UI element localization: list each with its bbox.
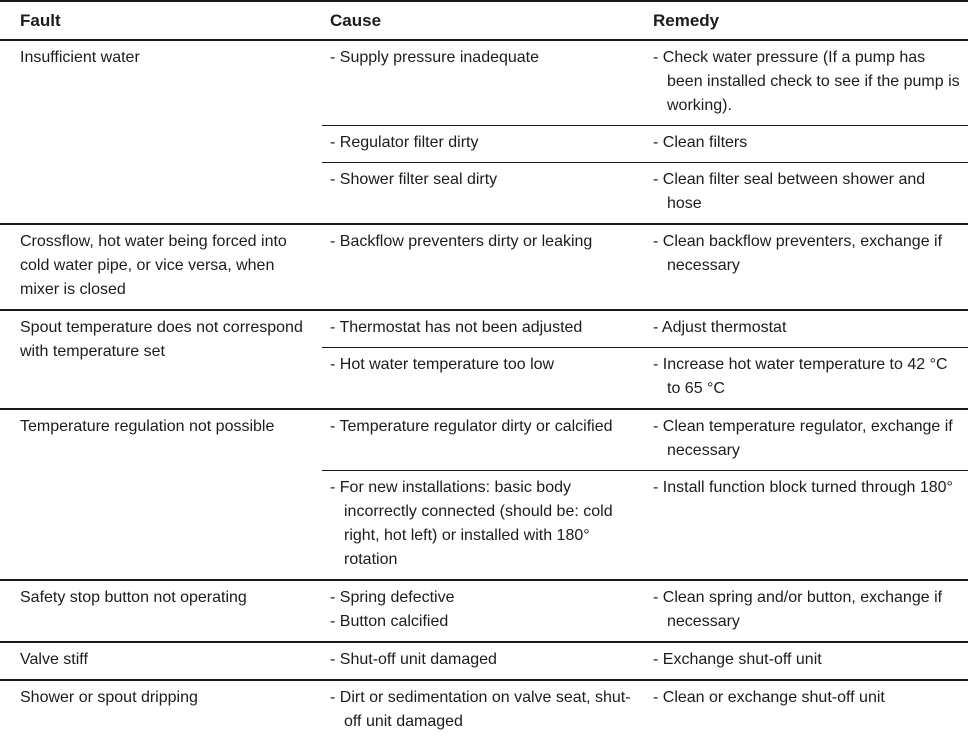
- fault-group-safety-stop-button: [0, 579, 968, 641]
- remedy-cell: [645, 410, 968, 470]
- fault-cell: Shower or spout dripping: [20, 689, 198, 706]
- cause-cell: [322, 225, 645, 309]
- remedy-text: - Clean or exchange shut-off unit: [653, 689, 885, 706]
- cause-cell: [322, 311, 645, 347]
- remedy-text: - Exchange shut-off unit: [653, 651, 822, 668]
- fault-cell: Temperature regulation not possible: [20, 418, 275, 435]
- cause-cell: [322, 41, 645, 125]
- fault-group-spout-temperature: [0, 309, 968, 408]
- fault-group-valve-stiff: [0, 641, 968, 679]
- remedy-cell: [645, 163, 968, 223]
- fault-cell: Spout temperature does not correspond with temperature set: [20, 319, 303, 360]
- fault-group-crossflow: [0, 223, 968, 309]
- remedy-text: - Increase hot water temperature to 42 °C to 65 °C: [653, 356, 948, 397]
- table-row: [322, 581, 968, 641]
- subrows: [322, 581, 968, 641]
- remedy-text: - Check water pressure (If a pump has been installed check to see if the pump is working).: [653, 49, 960, 114]
- cause-cell: [322, 681, 645, 741]
- table-row: [322, 410, 968, 470]
- remedy-cell: [645, 643, 968, 679]
- remedy-text: - Clean spring and/or button, exchange if necessary: [653, 589, 943, 630]
- cause-cell: [322, 643, 645, 679]
- subrows: [322, 681, 968, 741]
- remedy-cell: [645, 311, 968, 347]
- table-row: [322, 311, 968, 347]
- cause-cell: [322, 126, 645, 162]
- subrows: [322, 643, 968, 679]
- subrows: [322, 311, 968, 408]
- cause-text: - Backflow preventers dirty or leaking: [330, 233, 593, 250]
- table-row: [322, 162, 968, 223]
- header-remedy: Remedy: [653, 11, 720, 30]
- header-cause: Cause: [330, 11, 382, 30]
- cause-text: - Spring defective: [330, 589, 455, 606]
- remedy-text: - Clean temperature regulator, exchange if necessary: [653, 418, 953, 459]
- remedy-cell: [645, 471, 968, 579]
- table-row: [322, 41, 968, 125]
- cause-text: - For new installations: basic body incorrectly connected (should be: cold right, hot left) or installed with 180° rotation: [330, 479, 613, 568]
- remedy-cell: [645, 348, 968, 408]
- cause-text: - Temperature regulator dirty or calcified: [330, 418, 613, 435]
- remedy-text: - Clean filter seal between shower and hose: [653, 171, 926, 212]
- fault-group-shower-dripping: [0, 679, 968, 741]
- remedy-cell: [645, 581, 968, 641]
- fault-cell: Insufficient water: [20, 49, 140, 66]
- table-row: [322, 643, 968, 679]
- subrows: [322, 225, 968, 309]
- table-row: [322, 470, 968, 579]
- cause-cell: [322, 348, 645, 408]
- cause-text: - Dirt or sedimentation on valve seat, shut-off unit damaged: [330, 689, 631, 730]
- remedy-cell: [645, 225, 968, 309]
- cause-text: - Hot water temperature too low: [330, 356, 555, 373]
- remedy-cell: [645, 41, 968, 125]
- cause-cell: [322, 410, 645, 470]
- remedy-text: - Clean backflow preventers, exchange if necessary: [653, 233, 943, 274]
- remedy-text: - Clean filters: [653, 134, 748, 151]
- table-row: [322, 125, 968, 162]
- cause-text: - Supply pressure inadequate: [330, 49, 540, 66]
- cause-text: - Thermostat has not been adjusted: [330, 319, 583, 336]
- fault-group-temperature-regulation: [0, 408, 968, 579]
- remedy-cell: [645, 126, 968, 162]
- fault-cell: Crossflow, hot water being forced into cold water pipe, or vice versa, when mixer is closed: [20, 233, 287, 298]
- cause-cell: [322, 581, 645, 641]
- cause-cell: [322, 163, 645, 223]
- header-fault: Fault: [20, 11, 61, 30]
- fault-cell: Safety stop button not operating: [20, 589, 247, 606]
- table-row: [322, 347, 968, 408]
- cause-text: - Shut-off unit damaged: [330, 651, 497, 668]
- cause-text: - Button calcified: [330, 613, 449, 630]
- fault-cell: Valve stiff: [20, 651, 88, 668]
- fault-group-insufficient-water: [0, 39, 968, 223]
- remedy-text: - Install function block turned through 180°: [653, 479, 953, 496]
- table-header-row: [0, 0, 968, 39]
- cause-text: - Regulator filter dirty: [330, 134, 479, 151]
- subrows: [322, 41, 968, 223]
- table-row: [322, 225, 968, 309]
- cause-cell: [322, 471, 645, 579]
- table-row: [322, 681, 968, 741]
- remedy-cell: [645, 681, 968, 741]
- subrows: [322, 410, 968, 579]
- remedy-text: - Adjust thermostat: [653, 319, 787, 336]
- cause-text: - Shower filter seal dirty: [330, 171, 498, 188]
